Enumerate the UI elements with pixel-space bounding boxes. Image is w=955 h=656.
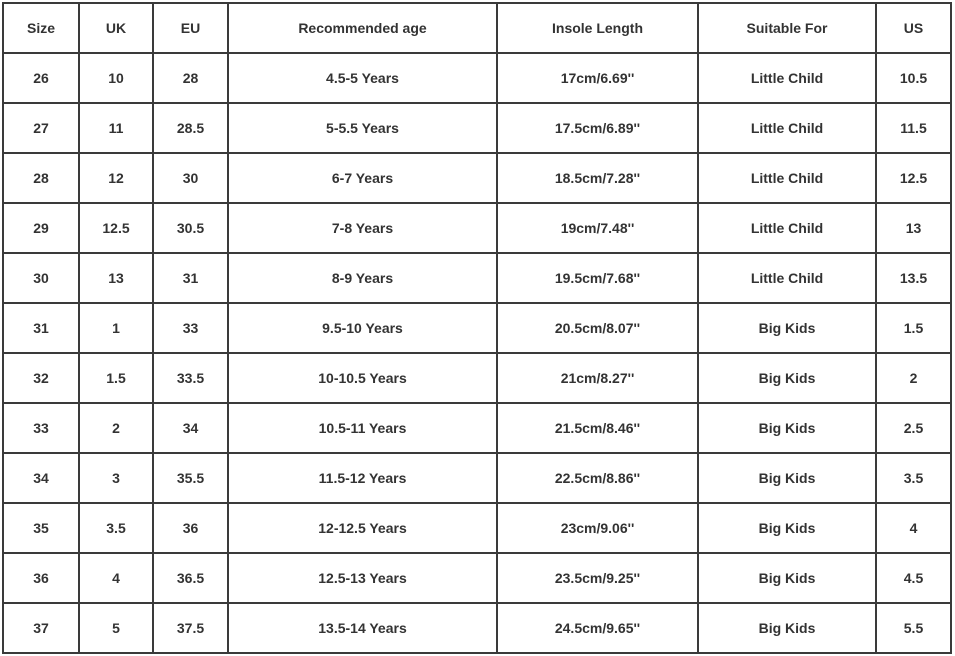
cell-eu: 34	[153, 403, 228, 453]
cell-eu: 33.5	[153, 353, 228, 403]
cell-size: 26	[3, 53, 79, 103]
cell-eu: 28	[153, 53, 228, 103]
cell-size: 29	[3, 203, 79, 253]
cell-size: 34	[3, 453, 79, 503]
cell-us: 2	[876, 353, 951, 403]
cell-recommended-age: 4.5-5 Years	[228, 53, 497, 103]
cell-uk: 1.5	[79, 353, 153, 403]
cell-suitable-for: Big Kids	[698, 403, 876, 453]
cell-us: 13.5	[876, 253, 951, 303]
cell-suitable-for: Big Kids	[698, 553, 876, 603]
cell-size: 31	[3, 303, 79, 353]
cell-us: 1.5	[876, 303, 951, 353]
cell-us: 5.5	[876, 603, 951, 653]
cell-suitable-for: Little Child	[698, 53, 876, 103]
cell-recommended-age: 9.5-10 Years	[228, 303, 497, 353]
cell-uk: 1	[79, 303, 153, 353]
cell-insole-length: 18.5cm/7.28''	[497, 153, 698, 203]
cell-uk: 11	[79, 103, 153, 153]
cell-recommended-age: 8-9 Years	[228, 253, 497, 303]
cell-suitable-for: Little Child	[698, 203, 876, 253]
cell-insole-length: 20.5cm/8.07''	[497, 303, 698, 353]
cell-eu: 30	[153, 153, 228, 203]
cell-size: 33	[3, 403, 79, 453]
cell-us: 4.5	[876, 553, 951, 603]
cell-insole-length: 17cm/6.69''	[497, 53, 698, 103]
cell-size: 28	[3, 153, 79, 203]
cell-eu: 33	[153, 303, 228, 353]
cell-us: 13	[876, 203, 951, 253]
cell-recommended-age: 6-7 Years	[228, 153, 497, 203]
cell-us: 12.5	[876, 153, 951, 203]
table-row	[3, 403, 951, 453]
cell-suitable-for: Big Kids	[698, 453, 876, 503]
cell-suitable-for: Little Child	[698, 153, 876, 203]
table-row	[3, 353, 951, 403]
header-row	[3, 3, 951, 53]
cell-uk: 13	[79, 253, 153, 303]
table-row	[3, 203, 951, 253]
column-header-recommended-age: Recommended age	[228, 3, 497, 53]
table-row	[3, 253, 951, 303]
cell-recommended-age: 10-10.5 Years	[228, 353, 497, 403]
cell-recommended-age: 12-12.5 Years	[228, 503, 497, 553]
cell-insole-length: 22.5cm/8.86''	[497, 453, 698, 503]
cell-recommended-age: 13.5-14 Years	[228, 603, 497, 653]
cell-uk: 3.5	[79, 503, 153, 553]
table-row	[3, 603, 951, 653]
table-row	[3, 553, 951, 603]
table-row	[3, 503, 951, 553]
column-header-eu: EU	[153, 3, 228, 53]
cell-insole-length: 19cm/7.48''	[497, 203, 698, 253]
cell-us: 10.5	[876, 53, 951, 103]
cell-eu: 35.5	[153, 453, 228, 503]
cell-us: 4	[876, 503, 951, 553]
cell-insole-length: 24.5cm/9.65''	[497, 603, 698, 653]
cell-eu: 28.5	[153, 103, 228, 153]
column-header-us: US	[876, 3, 951, 53]
cell-insole-length: 21cm/8.27''	[497, 353, 698, 403]
column-header-uk: UK	[79, 3, 153, 53]
cell-suitable-for: Little Child	[698, 103, 876, 153]
cell-size: 35	[3, 503, 79, 553]
cell-uk: 4	[79, 553, 153, 603]
table-row	[3, 153, 951, 203]
column-header-suitable-for: Suitable For	[698, 3, 876, 53]
cell-eu: 37.5	[153, 603, 228, 653]
cell-uk: 5	[79, 603, 153, 653]
column-header-size: Size	[3, 3, 79, 53]
cell-recommended-age: 11.5-12 Years	[228, 453, 497, 503]
cell-suitable-for: Big Kids	[698, 303, 876, 353]
cell-insole-length: 21.5cm/8.46''	[497, 403, 698, 453]
size-chart-table	[2, 2, 952, 654]
cell-size: 36	[3, 553, 79, 603]
cell-size: 37	[3, 603, 79, 653]
cell-suitable-for: Big Kids	[698, 353, 876, 403]
cell-uk: 12.5	[79, 203, 153, 253]
cell-us: 11.5	[876, 103, 951, 153]
column-header-insole-length: Insole Length	[497, 3, 698, 53]
cell-recommended-age: 5-5.5 Years	[228, 103, 497, 153]
cell-uk: 2	[79, 403, 153, 453]
cell-eu: 30.5	[153, 203, 228, 253]
cell-insole-length: 23cm/9.06''	[497, 503, 698, 553]
table-body	[3, 53, 951, 653]
table-row	[3, 103, 951, 153]
cell-recommended-age: 10.5-11 Years	[228, 403, 497, 453]
cell-size: 30	[3, 253, 79, 303]
cell-eu: 31	[153, 253, 228, 303]
cell-eu: 36.5	[153, 553, 228, 603]
cell-suitable-for: Little Child	[698, 253, 876, 303]
cell-uk: 10	[79, 53, 153, 103]
cell-recommended-age: 7-8 Years	[228, 203, 497, 253]
cell-size: 27	[3, 103, 79, 153]
cell-uk: 12	[79, 153, 153, 203]
cell-suitable-for: Big Kids	[698, 603, 876, 653]
cell-size: 32	[3, 353, 79, 403]
table-row	[3, 53, 951, 103]
cell-us: 2.5	[876, 403, 951, 453]
cell-insole-length: 19.5cm/7.68''	[497, 253, 698, 303]
cell-uk: 3	[79, 453, 153, 503]
table-row	[3, 303, 951, 353]
cell-insole-length: 17.5cm/6.89''	[497, 103, 698, 153]
cell-eu: 36	[153, 503, 228, 553]
cell-insole-length: 23.5cm/9.25''	[497, 553, 698, 603]
table-row	[3, 453, 951, 503]
cell-us: 3.5	[876, 453, 951, 503]
cell-suitable-for: Big Kids	[698, 503, 876, 553]
cell-recommended-age: 12.5-13 Years	[228, 553, 497, 603]
